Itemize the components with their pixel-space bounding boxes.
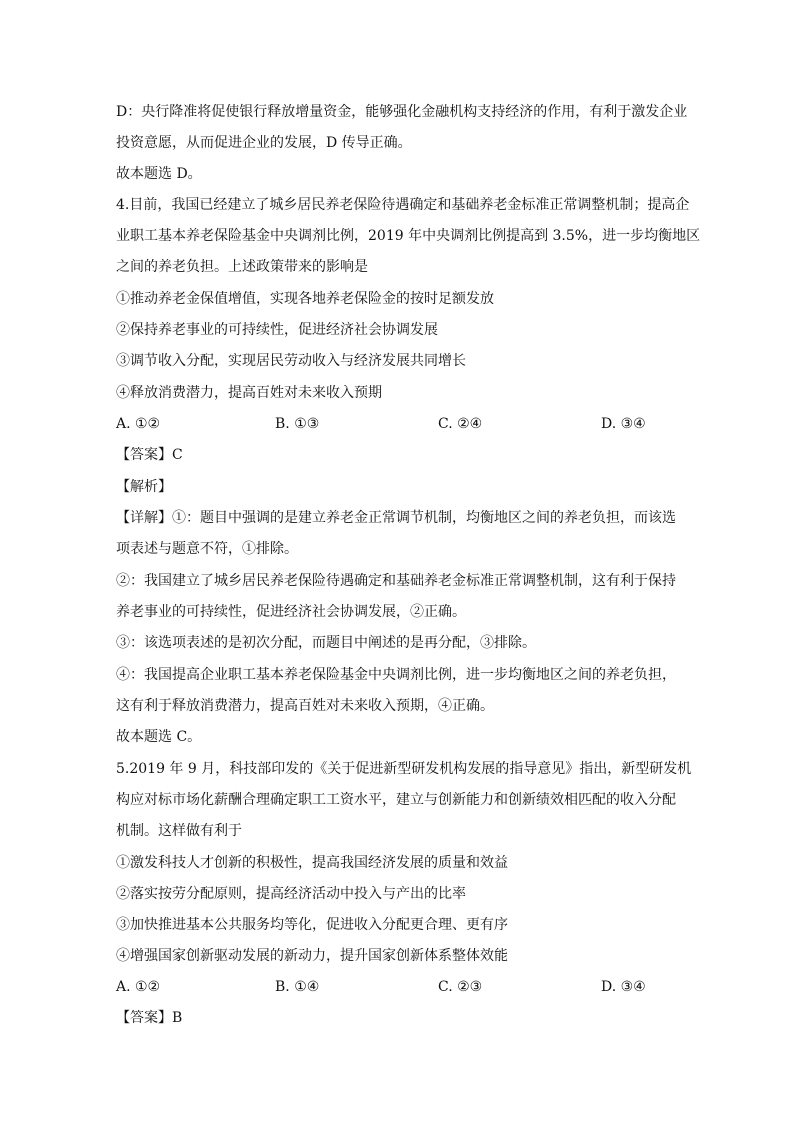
q4-detail-line-5: ③：该选项表述的是初次分配，而题目中阐述的是再分配，③排除。 <box>116 635 536 651</box>
q4-detail-line-2: 项表述与题意不符，①排除。 <box>116 541 298 557</box>
q4-option-b: B. ①③ <box>275 416 320 432</box>
q4-detail-line-7: 这有利于释放消费潜力，提高百姓对未来收入预期，④正确。 <box>116 698 494 714</box>
q5-option-b: B. ①④ <box>275 979 320 995</box>
q5-statement-1: ①激发科技人才创新的积极性，提高我国经济发展的质量和效益 <box>116 855 508 871</box>
q4-statement-2: ②保持养老事业的可持续性，促进经济社会协调发展 <box>116 322 438 338</box>
q4-option-d: D. ③④ <box>601 416 646 432</box>
q4-stem-line-1: 4.目前，我国已经建立了城乡居民养老保险待遇确定和基础养老金标准正常调整机制；提高企 <box>116 197 690 213</box>
q4-detail-line-3: ②：我国建立了城乡居民养老保险待遇确定和基础养老金标准正常调整机制，这有利于保持 <box>116 573 676 589</box>
q4-detail-line-6: ④：我国提高企业职工基本养老保险基金中央调剂比例，进一步均衡地区之间的养老负担， <box>116 667 676 683</box>
prev-detail-line-2: 投资意愿，从而促进企业的发展，D 传导正确。 <box>116 135 412 151</box>
q5-stem-line-1: 5.2019 年 9 月，科技部印发的《关于促进新型研发机构发展的指导意见》指出，新型研发机 <box>116 761 692 777</box>
q4-stem-line-2: 业职工基本养老保险基金中央调剂比例，2019 年中央调剂比例提高到 3.5%，进一步均衡地区 <box>116 228 701 244</box>
q4-option-a: A. ①② <box>116 416 161 432</box>
q5-statement-2: ②落实按劳分配原则，提高经济活动中投入与产出的比率 <box>116 886 466 902</box>
q4-statement-3: ③调节收入分配，实现居民劳动收入与经济发展共同增长 <box>116 353 466 369</box>
prev-conclusion: 故本题选 D。 <box>116 166 202 182</box>
q4-statement-1: ①推动养老金保值增值，实现各地养老保险金的按时足额发放 <box>116 291 494 307</box>
q4-answer-tag: 【答案】 <box>116 447 172 463</box>
q5-stem-line-2: 构应对标市场化薪酬合理确定职工工资水平，建立与创新能力和创新绩效相匹配的收入分配 <box>116 792 676 808</box>
q5-option-d: D. ③④ <box>601 979 646 995</box>
q4-stem-line-3: 之间的养老负担。上述政策带来的影响是 <box>116 259 368 275</box>
q4-statement-4: ④释放消费潜力，提高百姓对未来收入预期 <box>116 385 382 401</box>
q4-conclusion: 故本题选 C。 <box>116 729 202 745</box>
q5-statement-3: ③加快推进基本公共服务均等化，促进收入分配更合理、更有序 <box>116 917 508 933</box>
q5-stem-line-3: 机制。这样做有利于 <box>116 823 242 839</box>
q5-answer-value: B <box>172 1010 183 1026</box>
q4-answer-row <box>116 445 686 465</box>
q4-detail-line-4: 养老事业的可持续性，促进经济社会协调发展，②正确。 <box>116 604 466 620</box>
q5-option-c: C. ②③ <box>438 979 483 995</box>
q5-answer-tag: 【答案】 <box>116 1010 172 1026</box>
q4-answer-value: C <box>172 447 183 463</box>
q4-detail-text-1: ①：题目中强调的是建立养老金正常调节机制，均衡地区之间的养老负担，而该选 <box>172 510 676 526</box>
q4-option-c: C. ②④ <box>438 416 483 432</box>
q4-detail-tag: 【详解】 <box>116 510 172 526</box>
q5-option-a: A. ①② <box>116 979 161 995</box>
q4-analysis-tag: 【解析】 <box>116 479 172 495</box>
prev-detail-line-1: D：央行降准将促使银行释放增量资金，能够强化金融机构支持经济的作用，有利于激发企业 <box>116 104 688 120</box>
q4-detail-row-1 <box>116 508 686 528</box>
q5-statement-4: ④增强国家创新驱动发展的新动力，提升国家创新体系整体效能 <box>116 948 508 964</box>
q5-answer-row <box>116 1008 686 1028</box>
